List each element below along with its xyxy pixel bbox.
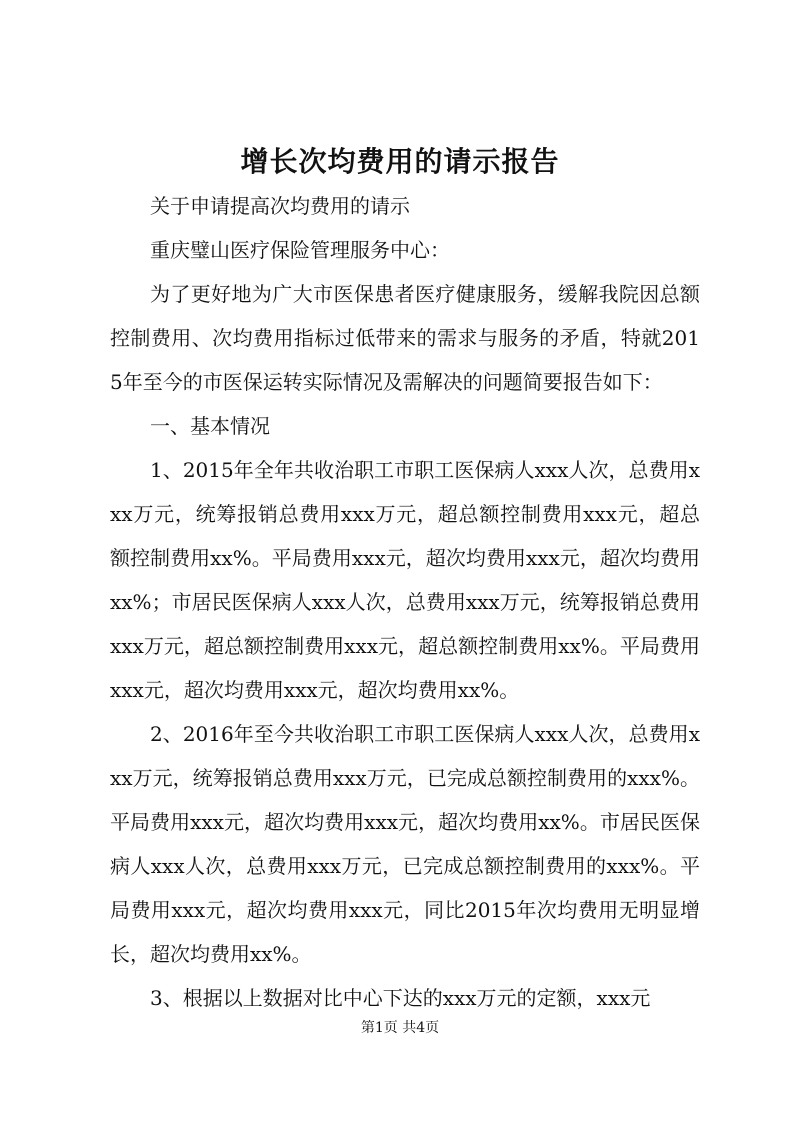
addressee: 重庆璧山医疗保险管理服务中心： xyxy=(150,238,450,262)
subject-line: 关于申请提高次均费用的请示 xyxy=(150,194,410,218)
paragraph-item-3: 3、根据以上数据对比中心下达的xxx万元的定额，xxx元 xyxy=(150,986,651,1010)
intro-paragraph: 为了更好地为广大市医保患者医疗健康服务，缓解我院因总额控制费用、次均费用指标过低带来的需求与服务的矛盾，特就2015年至今的市医保运转实际情况及需解决的问题简要报告如下： xyxy=(110,282,700,394)
document-title: 增长次均费用的请示报告 xyxy=(240,145,560,178)
page-number: 第1页 共4页 xyxy=(360,1020,440,1036)
section-heading: 一、基本情况 xyxy=(150,414,270,438)
document-body xyxy=(110,184,700,1020)
paragraph-item-1: 1、2015年全年共收治职工市职工医保病人xxx人次，总费用xxx万元，统筹报销总费用xxx万元，超总额控制费用xxx元，超总额控制费用xx%。平局费用xxx元，超次均费用xxx元，超次均费用xx%；市居民医保病人xxx人次，总费用xxx万元，统筹报销总费用xxx万元，超总额控制费用xxx元，超总额控制费用xx%。平局费用xxx元，超次均费用xxx元，超次均费用xx%。 xyxy=(110,458,700,702)
paragraph-item-2: 2、2016年至今共收治职工市职工医保病人xxx人次，总费用xxx万元，统筹报销总费用xxx万元，已完成总额控制费用的xxx%。平局费用xxx元，超次均费用xxx元，超次均费用xx%。市居民医保病人xxx人次，总费用xxx万元，已完成总额控制费用的xxx%。平局费用xxx元，超次均费用xxx元，同比2015年次均费用无明显增长，超次均费用xx%。 xyxy=(110,722,700,966)
